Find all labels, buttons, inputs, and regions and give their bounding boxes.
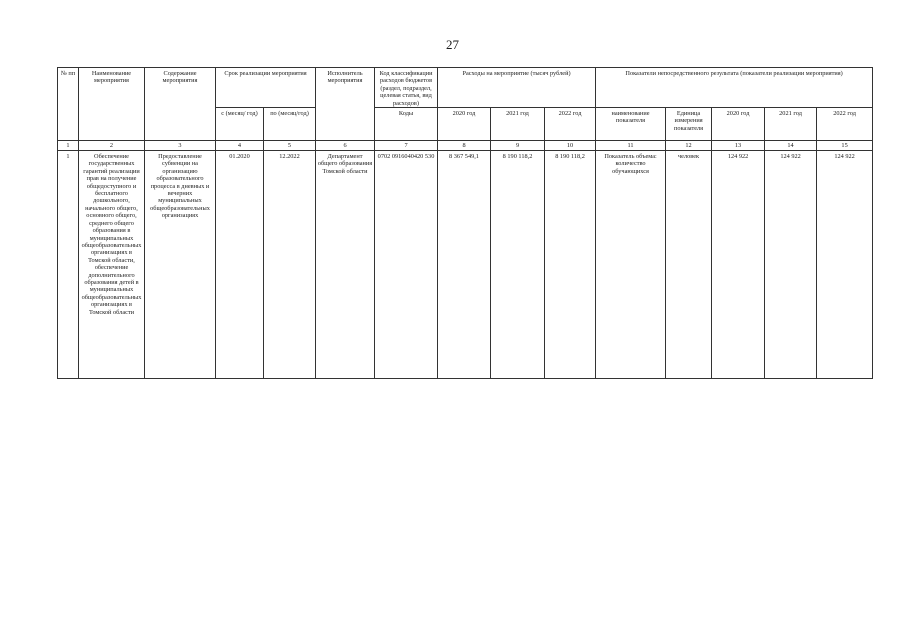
column-number: 3 bbox=[145, 141, 216, 151]
row-expense-2021: 8 190 118,2 bbox=[491, 151, 545, 379]
column-number: 5 bbox=[264, 141, 316, 151]
header-period-to: по (месяц/год) bbox=[264, 108, 316, 141]
column-number: 7 bbox=[375, 141, 438, 151]
header-no: № пп bbox=[58, 68, 79, 141]
column-number: 14 bbox=[765, 141, 817, 151]
header-budget-codes: Коды bbox=[375, 108, 438, 141]
row-result-2020: 124 922 bbox=[712, 151, 765, 379]
column-number: 10 bbox=[545, 141, 596, 151]
header-indicator-unit: Единица измерения показателя bbox=[666, 108, 712, 141]
row-measure-name: Обеспечение государственных гарантий реализации прав на получение общедоступного и бесплатного дошкольного, начального общего, основного общего, среднего общего образования в муниципальных общеобразовательных организациях в Томской области, обеспечение дополнительного образования детей в муниципальных общеобразовательных организациях в Томской области bbox=[79, 151, 145, 379]
row-expense-2020: 8 367 549,1 bbox=[438, 151, 491, 379]
column-number: 11 bbox=[596, 141, 666, 151]
header-executor: Исполнитель мероприятия bbox=[316, 68, 375, 141]
row-expense-2022: 8 190 118,2 bbox=[545, 151, 596, 379]
column-number: 8 bbox=[438, 141, 491, 151]
header-res-2022: 2022 год bbox=[817, 108, 873, 141]
row-no: 1 bbox=[58, 151, 79, 379]
header-exp-2020: 2020 год bbox=[438, 108, 491, 141]
measures-table bbox=[57, 67, 873, 379]
row-budget-code: 0702 0916040420 530 bbox=[375, 151, 438, 379]
row-indicator-unit: человек bbox=[666, 151, 712, 379]
row-measure-content: Предоставление субвенции на организацию образовательного процесса в дневных и вечерних муниципальных общеобразовательных организациях bbox=[145, 151, 216, 379]
header-row-1 bbox=[58, 68, 873, 108]
column-number: 6 bbox=[316, 141, 375, 151]
column-number: 1 bbox=[58, 141, 79, 151]
table-row bbox=[58, 151, 873, 379]
header-res-2021: 2021 год bbox=[765, 108, 817, 141]
header-name: Наименование мероприятия bbox=[79, 68, 145, 141]
column-number-row bbox=[58, 141, 873, 151]
header-exp-2022: 2022 год bbox=[545, 108, 596, 141]
header-expenses: Расходы на мероприятие (тысяч рублей) bbox=[438, 68, 596, 108]
header-indicator-name: наименование показателя bbox=[596, 108, 666, 141]
row-period-from: 01.2020 bbox=[216, 151, 264, 379]
row-period-to: 12.2022 bbox=[264, 151, 316, 379]
header-res-2020: 2020 год bbox=[712, 108, 765, 141]
page-number: 27 bbox=[446, 37, 459, 52]
column-number: 13 bbox=[712, 141, 765, 151]
header-budget-code: Код классификации расходов бюджетов (раздел, подраздел, целевая статья, вид расходов) bbox=[375, 68, 438, 108]
header-content: Содержание мероприятия bbox=[145, 68, 216, 141]
row-indicator-name: Показатель объема: количество обучающихся bbox=[596, 151, 666, 379]
header-period: Срок реализации мероприятия bbox=[216, 68, 316, 108]
header-period-from: с (месяц/ год) bbox=[216, 108, 264, 141]
row-result-2022: 124 922 bbox=[817, 151, 873, 379]
row-result-2021: 124 922 bbox=[765, 151, 817, 379]
row-executor: Департамент общего образования Томской области bbox=[316, 151, 375, 379]
column-number: 12 bbox=[666, 141, 712, 151]
column-number: 4 bbox=[216, 141, 264, 151]
column-number: 15 bbox=[817, 141, 873, 151]
column-number: 9 bbox=[491, 141, 545, 151]
header-result: Показатели непосредственного результата (показатели реализации мероприятия) bbox=[596, 68, 873, 108]
column-number: 2 bbox=[79, 141, 145, 151]
header-exp-2021: 2021 год bbox=[491, 108, 545, 141]
